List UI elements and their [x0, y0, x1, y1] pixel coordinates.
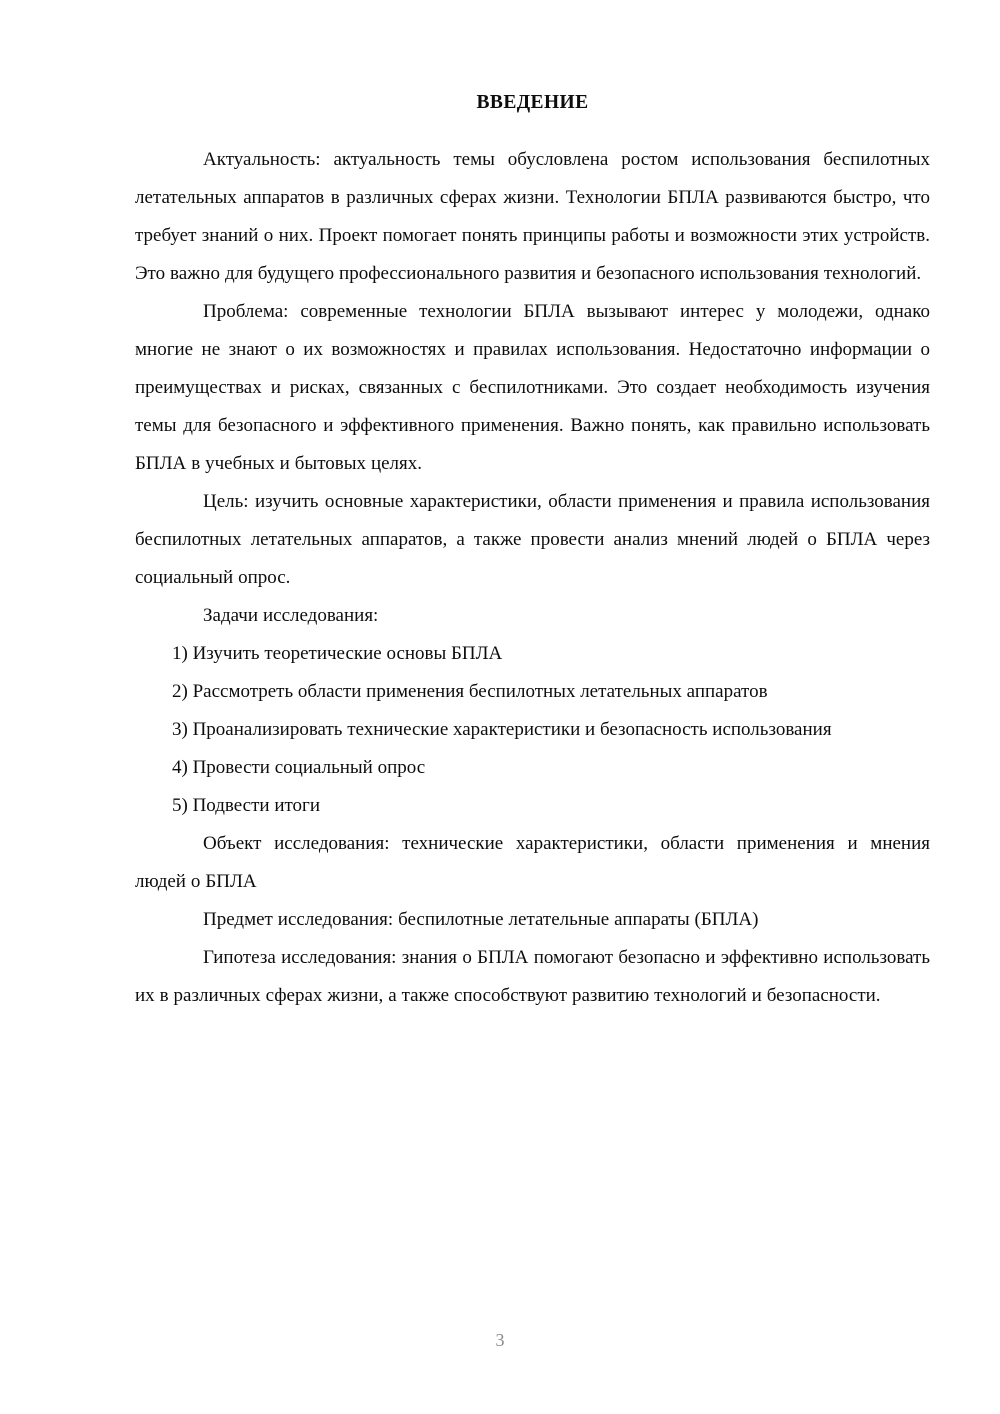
- task-list-item-2: 2) Рассмотреть области применения беспилотных летательных аппаратов: [172, 681, 768, 703]
- task-list-item-5: 5) Подвести итоги: [172, 795, 321, 817]
- document-body: [135, 88, 930, 1015]
- task-list-item-3: 3) Проанализировать технические характеристики и безопасность использования: [172, 719, 832, 741]
- tasks-label: Задачи исследования:: [203, 605, 379, 627]
- paragraph-hypothesis: Гипотеза исследования: знания о БПЛА помогают безопасно и эффективно использовать их в различных сферах жизни, а также способствуют развитию технологий и безопасности.: [135, 947, 930, 1007]
- paragraph-problem: Проблема: современные технологии БПЛА вызывают интерес у молодежи, однако многие не знают о их возможностях и правилах использования. Недостаточно информации о преимуществах и рисках, связанных с беспилотниками. Это создает необходимость изучения темы для безопасного и эффективного применения. Важно понять, как правильно использовать БПЛА в учебных и бытовых целях.: [135, 301, 930, 475]
- paragraph-object: Объект исследования: технические характеристики, области применения и мнения людей о БПЛА: [135, 833, 930, 893]
- page-number: 3: [495, 1330, 505, 1350]
- task-list-item-1: 1) Изучить теоретические основы БПЛА: [172, 643, 503, 665]
- paragraph-goal: Цель: изучить основные характеристики, области применения и правила использования беспилотных летательных аппаратов, а также провести анализ мнений людей о БПЛА через социальный опрос.: [135, 491, 930, 589]
- paragraph-relevance: Актуальность: актуальность темы обусловлена ростом использования беспилотных летательных аппаратов в различных сферах жизни. Технологии БПЛА развиваются быстро, что требует знаний о них. Проект помогает понять принципы работы и возможности этих устройств. Это важно для будущего профессионального развития и безопасного использования технологий.: [135, 149, 930, 285]
- task-list-item-4: 4) Провести социальный опрос: [172, 757, 426, 779]
- paragraph-subject: Предмет исследования: беспилотные летательные аппараты (БПЛА): [203, 909, 759, 931]
- page-title: ВВЕДЕНИЕ: [476, 92, 589, 113]
